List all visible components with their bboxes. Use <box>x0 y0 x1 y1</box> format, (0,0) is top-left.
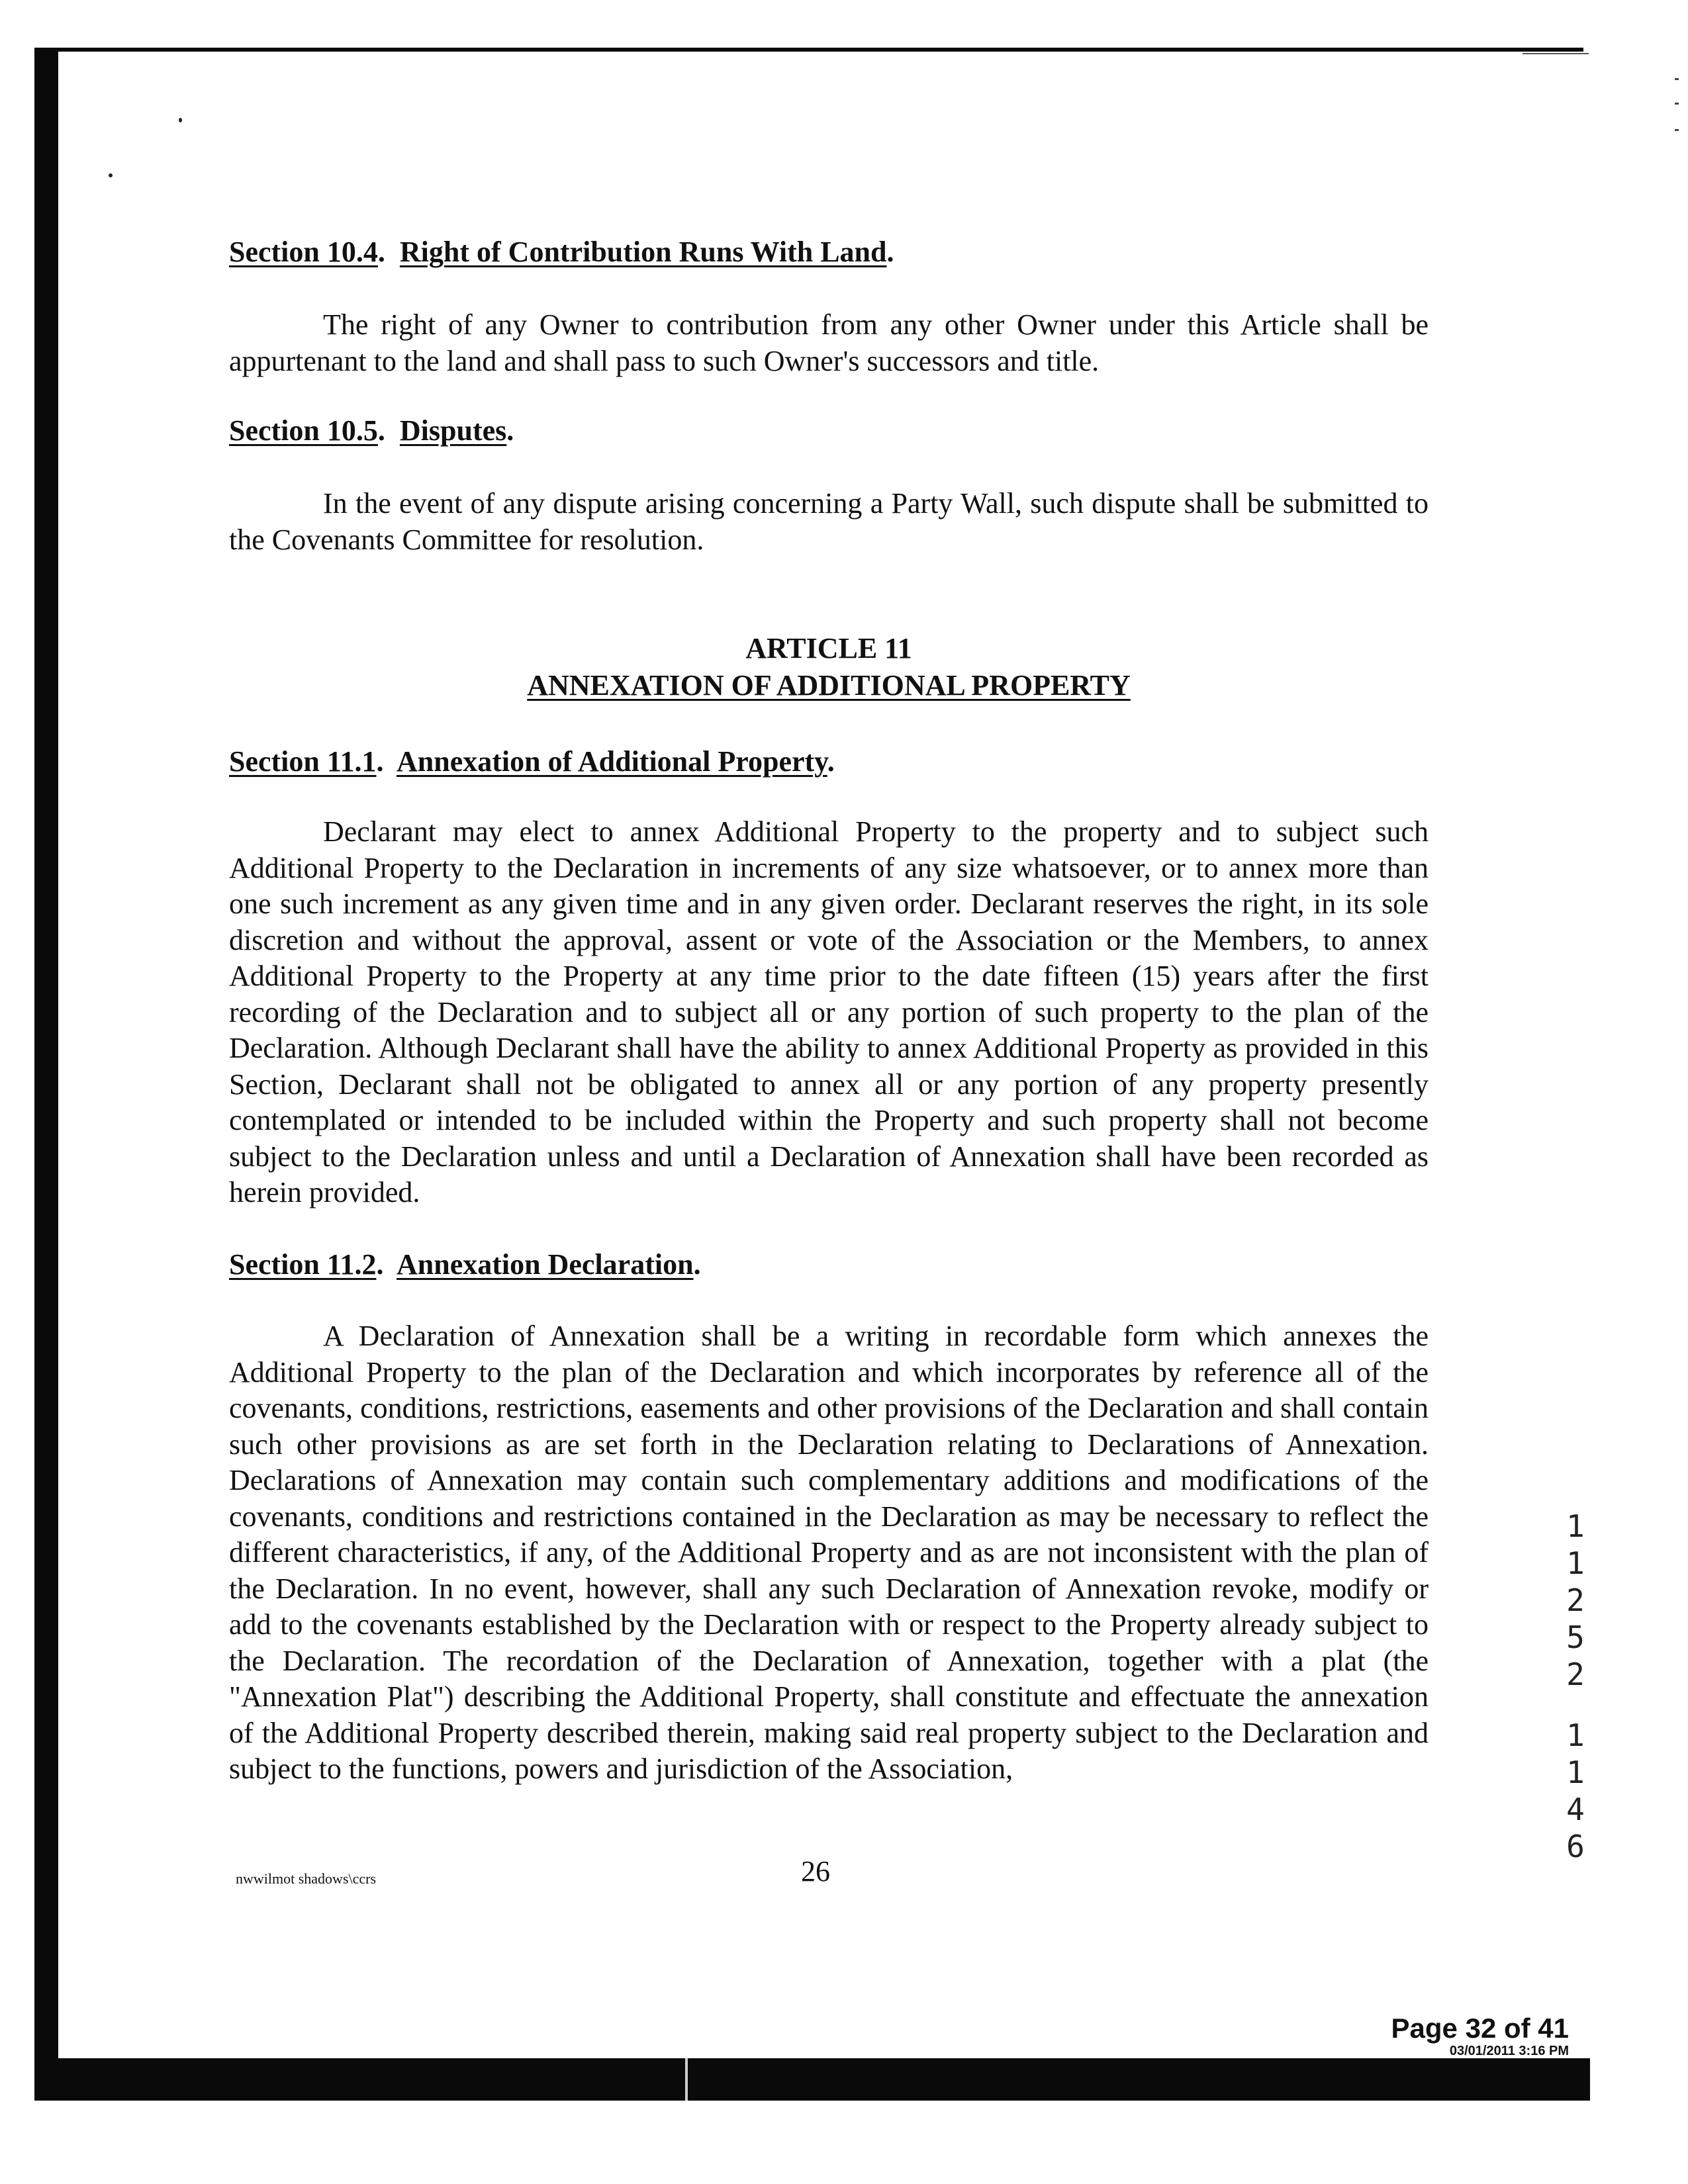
scan-border-notch <box>685 2058 688 2101</box>
section-number: Section 11.1 <box>229 745 377 778</box>
stamp-digit: 1 <box>1566 1754 1585 1790</box>
recording-page-count: Page 32 of 41 <box>1391 2013 1569 2044</box>
section-number: Section 11.2 <box>229 1248 377 1281</box>
section-10-5-heading: Section 10.5. Disputes. <box>229 414 514 447</box>
recording-stamp-number <box>1556 1508 1595 1865</box>
stamp-digit: 1 <box>1566 1508 1585 1544</box>
section-number: Section 10.4 <box>229 236 378 268</box>
scan-speck <box>179 118 182 122</box>
stamp-digit: 1 <box>1566 1545 1585 1581</box>
section-10-5-body: In the event of any dispute arising concerning a Party Wall, such dispute shall be submitted to the Covenants Committee for resolution. <box>229 487 1429 556</box>
section-title: Right of Contribution Runs With Land <box>399 236 887 268</box>
section-11-2-body: A Declaration of Annexation shall be a writing in recordable form which annexes the Additional Property to the plan of the Declaration and which incorporates by reference all of the covenants, conditions, restrictions, easements and other provisions of the Declaration and shall contain such other provisions as are set forth in the Declaration relating to Declarations of Annexation. Declarations of Annexation may contain such complementary additions and modifications of the covenants, conditions and restrictions contained in the Declaration as may be necessary to reflect the different characteristics, if any, of the Additional Property and as are not inconsistent with the plan of the Declaration. In no event, however, shall any such Declaration of Annexation revoke, modify or add to the covenants established by the Declaration with or respect to the Property already subject to the Declaration. The recordation of the Declaration of Annexation, together with a plat (the "Annexation Plat") describing the Additional Property, shall constitute and effectuate the annexation of the Additional Property described therein, making said real property subject to the Declaration and subject to the functions, powers and jurisdiction of the Association, <box>229 1320 1429 1785</box>
scan-border-left <box>34 48 58 2101</box>
stamp-digit: 4 <box>1566 1792 1585 1827</box>
section-title: Annexation Declaration <box>397 1248 694 1281</box>
recording-datetime: 03/01/2011 3:16 PM <box>1449 2044 1569 2058</box>
stamp-digit: 2 <box>1566 1657 1585 1692</box>
scan-edge-marks <box>1675 78 1679 131</box>
scan-speck <box>109 173 113 177</box>
section-11-2-heading: Section 11.2. Annexation Declaration. <box>229 1248 701 1281</box>
section-11-1-heading: Section 11.1. Annexation of Additional Property. <box>229 745 835 778</box>
footer-file-path: nwwilmot shadows\ccrs <box>236 1870 377 1887</box>
article-label: ARTICLE 11 <box>745 632 912 664</box>
stamp-digit: 2 <box>1566 1582 1585 1618</box>
article-heading <box>229 630 1429 704</box>
article-title: ANNEXATION OF ADDITIONAL PROPERTY <box>527 669 1131 702</box>
stamp-digit: 5 <box>1566 1619 1585 1655</box>
scan-border-bottom <box>34 2058 1590 2101</box>
section-title: Disputes <box>399 414 507 447</box>
section-number: Section 10.5 <box>229 414 378 447</box>
section-11-1-body: Declarant may elect to annex Additional Property to the property and to subject such Additional Property to the Declaration in increments of any size whatsoever, or to annex more than one such increment as any given time and in any given order. Declarant reserves the right, in its sole discretion and without the approval, assent or vote of the Association or the Members, to annex Additional Property to the Property at any time prior to the date fifteen (15) years after the first recording of the Declaration and to subject all or any portion of such property to the plan of the Declaration. Although Declarant shall have the ability to annex Additional Property as provided in this Section, Declarant shall not be obligated to annex all or any portion of any property presently contemplated or intended to be included within the Property and such property shall not become subject to the Declaration unless and until a Declaration of Annexation shall have been recorded as herein provided. <box>229 815 1429 1208</box>
scan-border-top-tail <box>1523 53 1589 54</box>
section-title: Annexation of Additional Property <box>397 745 827 778</box>
section-10-4-heading: Section 10.4. Right of Contribution Runs With Land. <box>229 236 894 268</box>
footer-page-number: 26 <box>801 1855 830 1888</box>
stamp-digit: 1 <box>1566 1717 1585 1753</box>
section-10-4-body: The right of any Owner to contribution from any other Owner under this Article shall be appurtenant to the land and shall pass to such Owner's successors and title. <box>229 308 1429 377</box>
scan-border-top <box>34 48 1583 52</box>
stamp-digit: 6 <box>1566 1829 1585 1864</box>
